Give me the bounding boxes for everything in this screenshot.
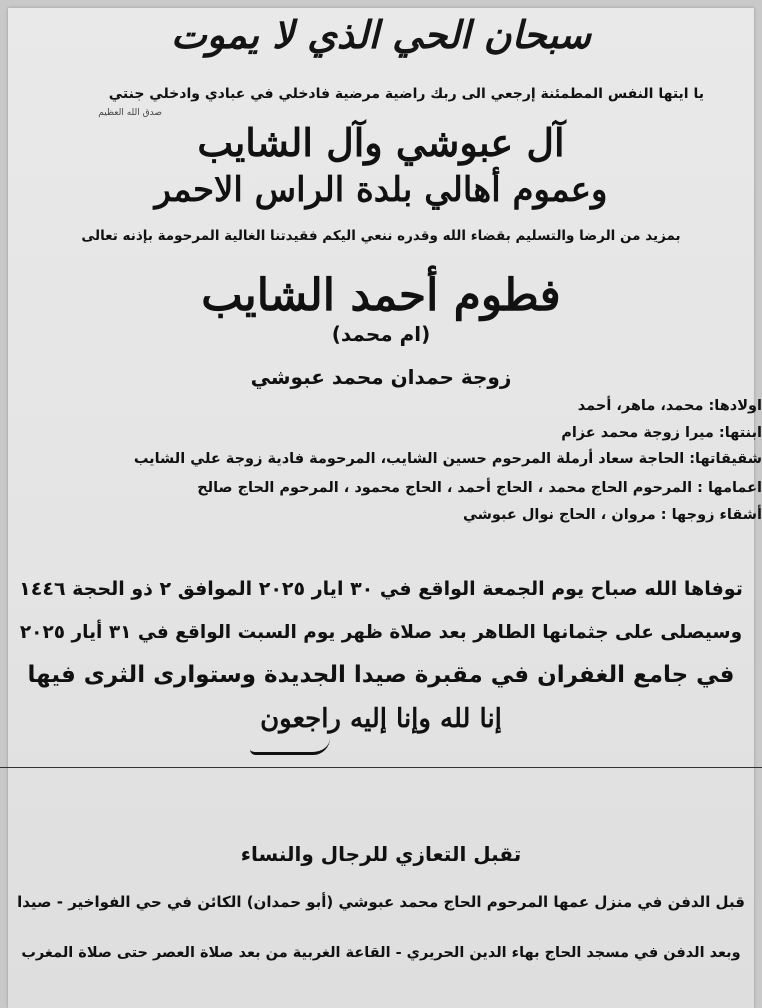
condolences-after-burial: وبعد الدفن في مسجد الحاج بهاء الدين الحريري - القاعة الغربية من بعد صلاة العصر حتى صلاة المغرب: [21, 945, 741, 961]
condolences-before-burial: قبل الدفن في منزل عمها المرحوم الحاج محمد عبوشي (أبو حمدان) الكائن في حي الفواخير - صيدا: [17, 893, 745, 911]
quran-source: صدق الله العظيم: [98, 108, 162, 118]
relatives-uncles: اعمامها : المرحوم الحاج محمد ، الحاج أحمد ، الحاج محمود ، المرحوم الحاج صالح: [197, 480, 762, 496]
relatives-daughter: ابنتها: ميرا زوجة محمد عزام: [561, 425, 762, 441]
deceased-spouse: زوجة حمدان محمد عبوشي: [250, 365, 512, 389]
relatives-sisters: شقيقاتها: الحاجة سعاد أرملة المرحوم حسين الشايب، المرحومة فادية زوجة علي الشايب: [133, 451, 762, 467]
deceased-name: فطوم أحمد الشايب: [201, 270, 561, 321]
header-calligraphy: سبحان الحي الذي لا يموت: [170, 12, 592, 57]
quran-verse: يا ايتها النفس المطمئنة إرجعي الى ربك راضية مرضية فادخلي في عبادي وادخلي جنتي: [108, 86, 704, 102]
section-divider: [0, 767, 762, 768]
burial-place: في جامع الغفران في مقبرة صيدا الجديدة وستوارى الثرى فيها: [27, 662, 735, 688]
families-title: آل عبوشي وآل الشايب: [197, 120, 565, 165]
relatives-brothers-in-law: أشقاء زوجها : مروان ، الحاج نوال عبوشي: [462, 507, 762, 523]
calligraphy-swash: [250, 738, 330, 755]
funeral-prayer: وسيصلى على جثمانها الطاهر بعد صلاة ظهر يوم السبت الواقع في ٣١ أيار ٢٠٢٥: [19, 622, 743, 643]
closing-verse: إنا لله وإنا إليه راجعون: [260, 704, 502, 734]
announcement-intro: بمزيد من الرضا والتسليم بقضاء الله وقدره ننعي اليكم فقيدتنا الغالية المرحومة بإذنه تعالى: [81, 228, 681, 244]
families-subtitle: وعموم أهالي بلدة الراس الاحمر: [154, 170, 608, 210]
relatives-sons: اولادها: محمد، ماهر، أحمد: [577, 398, 762, 414]
deceased-kunya: (ام محمد): [331, 322, 431, 346]
death-date: توفاها الله صباح يوم الجمعة الواقع في ٣٠ ايار ٢٠٢٥ الموافق ٢ ذو الحجة ١٤٤٦: [19, 578, 743, 600]
condolences-title: تقبل التعازي للرجال والنساء: [240, 842, 522, 866]
